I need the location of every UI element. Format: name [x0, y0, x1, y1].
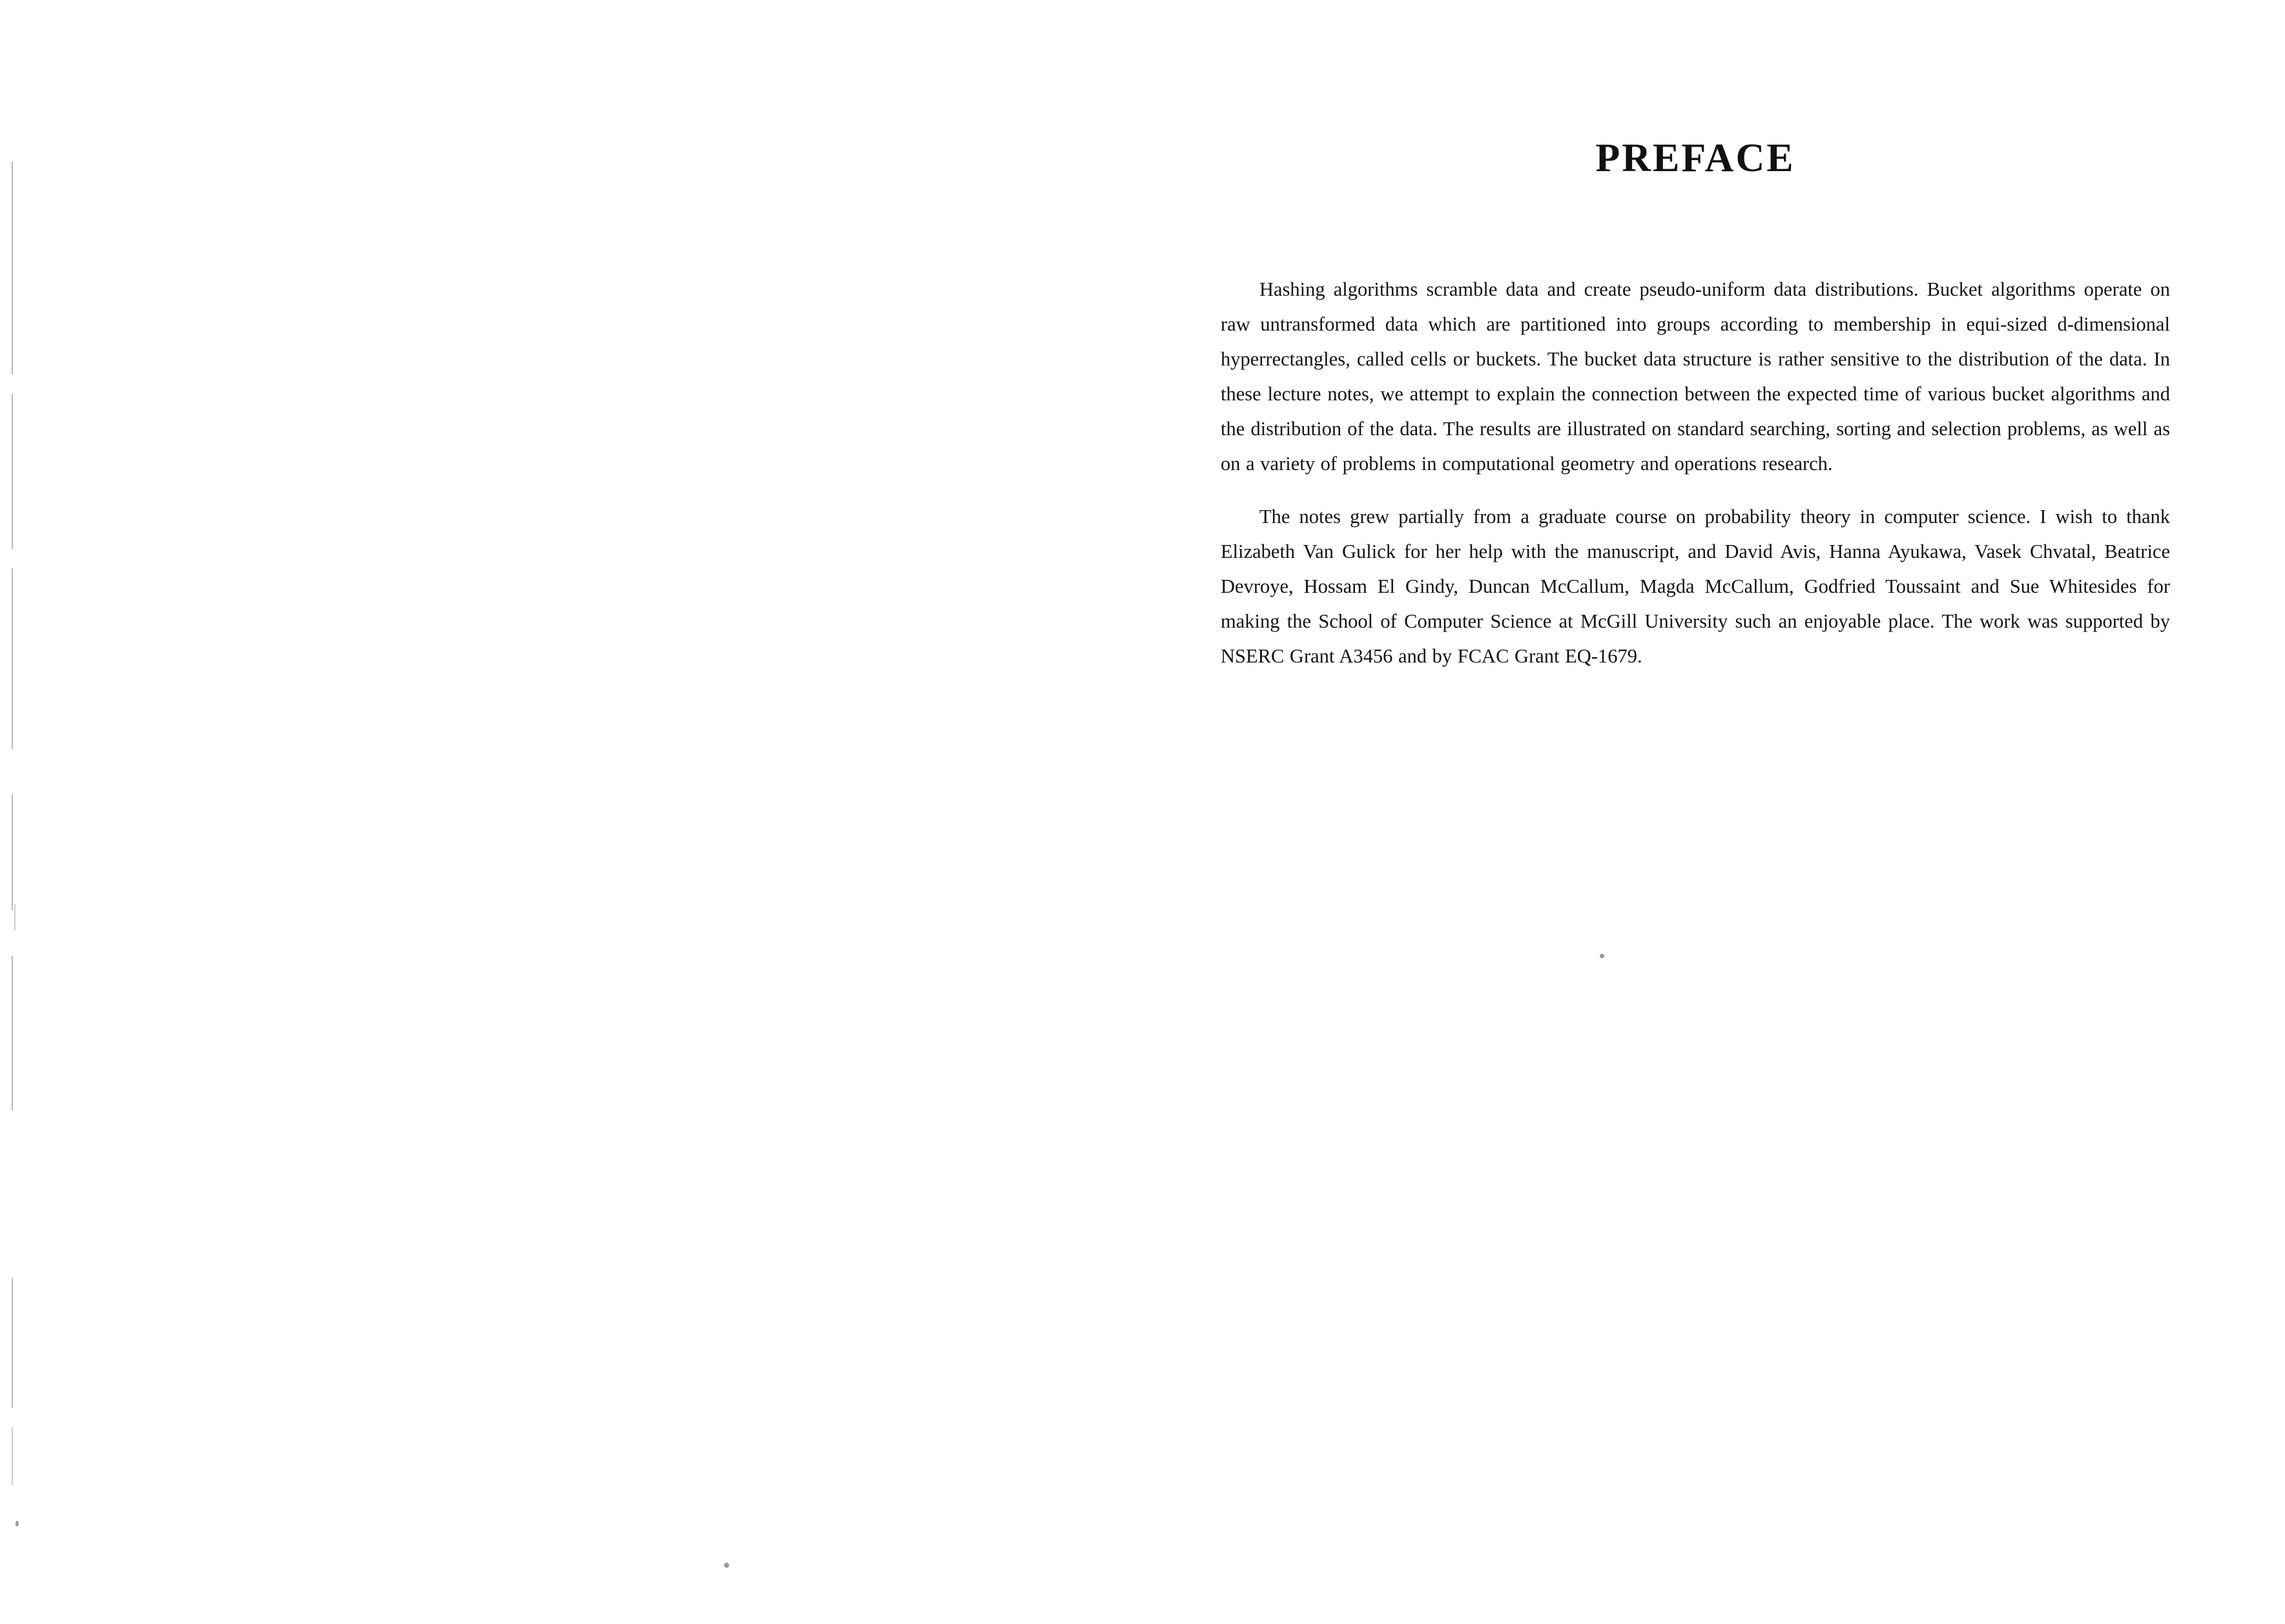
page-content — [1221, 136, 2170, 673]
scan-edge-mark — [12, 794, 13, 910]
scan-edge-mark — [14, 904, 16, 930]
page-title: PREFACE — [1595, 136, 1795, 180]
scan-speck — [16, 1521, 19, 1526]
scan-edge-mark — [12, 568, 13, 749]
preface-paragraph-2: The notes grew partially from a graduate course on probability theory in computer science. I wish to thank Elizabeth Van Gulick for her help with the manuscript, and David Avis, Hanna Ayukawa, Vasek Chvatal, Beatrice Devroye, Hossam El Gindy, Duncan McCallum, Magda McCallum, Godfried Toussaint and Sue Whitesides for making the School of Computer Science at McGill University such an enjoyable place. The work was supported by NSERC Grant A3456 and by FCAC Grant EQ-1679. — [1221, 506, 2170, 667]
scan-edge-mark — [12, 956, 13, 1111]
preface-paragraph-1: Hashing algorithms scramble data and create pseudo-uniform data distributions. Bucket algorithms operate on raw untransformed data which are partitioned into groups according to membership in equi-sized d-dimensional hyperrectangles, called cells or buckets. The bucket data structure is rather sensitive to the distribution of the data. In these lecture notes, we attempt to explain the connection between the expected time of various bucket algorithms and the distribution of the data. The results are illustrated on standard searching, sorting and selection problems, as well as on a variety of problems in computational geometry and operations research. — [1221, 278, 2170, 475]
scan-edge-mark — [12, 1427, 13, 1485]
scan-edge-mark — [12, 394, 13, 549]
scan-speck — [724, 1563, 729, 1568]
scan-edge-mark — [12, 161, 13, 375]
scan-edge-mark — [12, 1279, 13, 1408]
scan-speck — [1600, 954, 1604, 958]
